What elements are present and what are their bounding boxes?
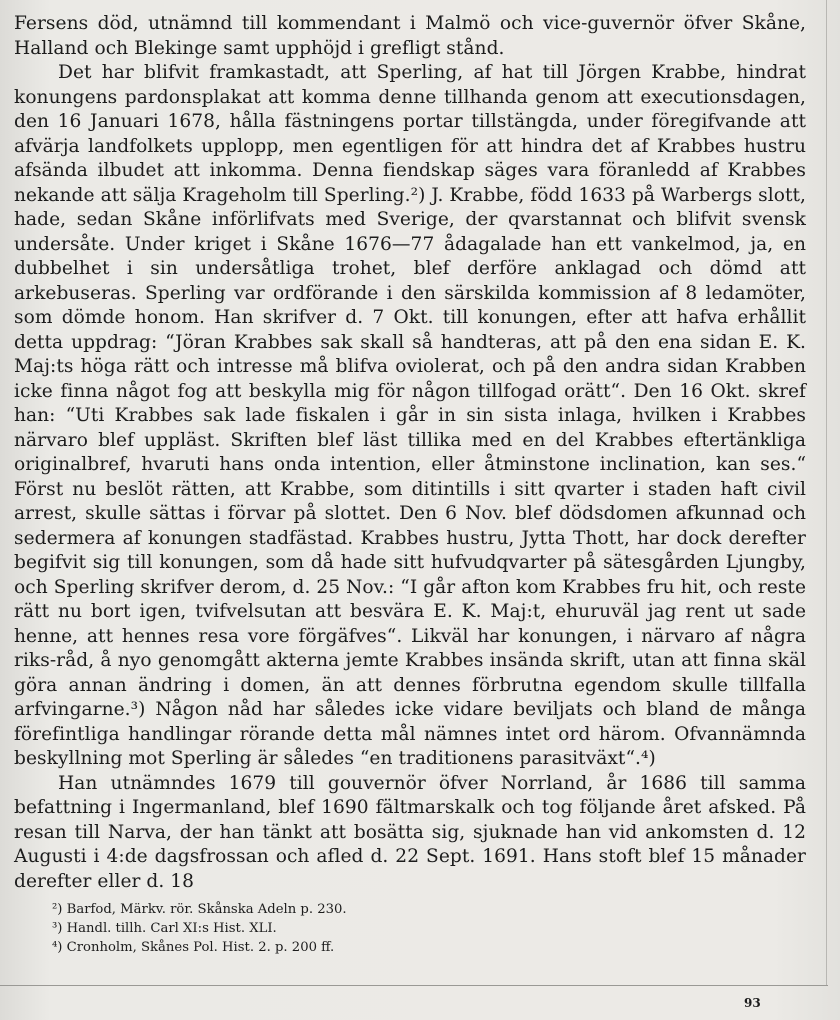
footnote-text: Barfod, Märkv. rör. Skånska Adeln p. 230.: [66, 902, 347, 917]
right-margin-line: [826, 0, 827, 985]
paragraph-3: Han utnämndes 1679 till gouvernör öfver Norrland, år 1686 till samma befattning i Ingermanland, blef 1690 fältmarskalk och tog följande året afsked. På resan till Narva, der han tänkt att bosätta sig, sjuknade han vid ankomsten d. 12 Augusti i 4:de dagsfrossan och afled d. 22 Sept. 1691. Hans stoft blef 15 månader derefter eller d. 18: [14, 772, 806, 892]
footnote-mark: ⁴): [52, 940, 63, 955]
body-text: [14, 12, 806, 894]
footnote-text: Handl. tillh. Carl XI:s Hist. XLI.: [66, 921, 277, 936]
footnote-mark: ²): [52, 902, 63, 917]
footnote-mark: ³): [52, 921, 63, 936]
paragraph-2: Det har blifvit framkastadt, att Sperling, af hat till Jörgen Krabbe, hindrat konungens pardonsplakat att komma denne tillhanda genom att executionsdagen, den 16 Januari 1678, hålla fästningens portar tillstängda, under föregifvande att afvärja landfolkets upplopp, men egentligen för att hindra det af Krabbes hustru afsända ilbudet att inkomma. Denna fiendskap säges vara föranledd af Krabbes nekande att sälja Krageholm till Sperling.²) J. Krabbe, född 1633 på Warbergs slott, hade, sedan Skåne införlifvats med Sverige, der qvarstannat och blifvit svensk undersåte. Under kriget i Skåne 1676—77 ådagalade han ett vankelmod, ja, en dubbelhet i sin undersåtliga trohet, blef derföre anklagad och dömd att arkebuseras. Sperling var ordförande i den särskilda kommission af 8 ledamöter, som dömde honom. Han skrifver d. 7 Okt. till konungen, efter att hafva erhållit detta uppdrag: “Jöran Krabbes sak skall så handteras, att på den ena sidan E. K. Maj:ts höga rätt och intresse må blifva oviolerat, och på den andra sidan Krabben icke finna något fog att beskylla mig för någon tillfogad orätt“. Den 16 Okt. skref han: “Uti Krabbes sak lade fiskalen i går in sin sista inlaga, hvilken i Krabbes närvaro blef uppläst. Skriften blef läst tillika med en del Krabbes eftertänkliga originalbref, hvaruti hans onda intention, eller åtminstone inclination, kan ses.“ Först nu beslöt rätten, att Krabbe, som ditintills i sitt qvarter i staden haft civil arrest, skulle sättas i förvar på slottet. Den 6 Nov. blef dödsdomen afkunnad och sedermera af konungen stadfästad. Krabbes hustru, Jytta Thott, har dock derefter begifvit sig till konungen, som då hade sitt hufvudqvarter på sätesgården Ljungby, och Sperling skrifver derom, d. 25 Nov.: “I går afton kom Krabbes fru hit, och reste rätt nu bort igen, tvifvelsutan att besvära E. K. Maj:t, ehuruväl jag rent ut sade henne, att hennes resa vore förgäfves“. Likväl har konungen, i närvaro af några riks-råd, å nyo genomgått akterna jemte Krabbes insända skrift, utan att finna skäl göra annan ändring i domen, än att dennes förbrutna egendom skulle tillfalla arfvingarne.³) Någon nåd har således icke vidare beviljats och bland de många förefintliga handlingar rörande detta mål nämnes intet ord härom. Ofvannämnda beskyllning mot Sperling är således “en traditionens parasitväxt“.⁴): [14, 62, 806, 769]
footnote-text: Cronholm, Skånes Pol. Hist. 2. p. 200 ff.: [66, 940, 335, 955]
footnote-3: [52, 919, 752, 938]
footnote-2: [52, 900, 752, 919]
paragraph-1: Fersens död, utnämnd till kommendant i Malmö och vice-guvernör öfver Skåne, Halland och Blekinge samt upphöjd i grefligt stånd.: [14, 13, 806, 59]
footnotes: [52, 900, 752, 957]
bottom-rule: [0, 985, 828, 986]
footnote-4: [52, 938, 752, 957]
page-number: 93: [744, 996, 761, 1010]
